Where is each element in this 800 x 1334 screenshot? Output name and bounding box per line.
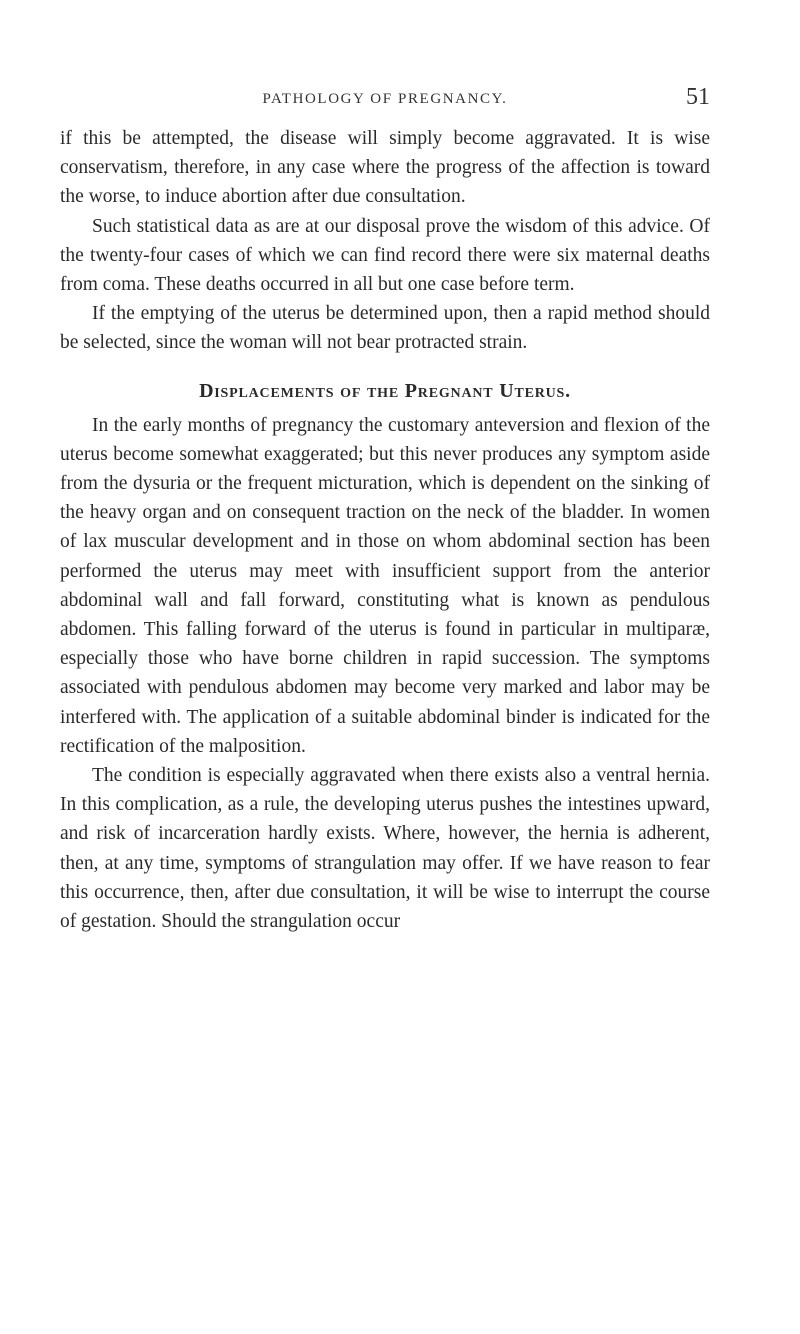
paragraph: The condition is especially aggravated when there exists also a ventral hernia. In this complication, as a rule, the developing uterus pushes the intestines upward, and risk of incarceration hardly exists. Where, however, the hernia is adherent, then, at any time, symptoms of strangulation may offer. If we have reason to fear this occurrence, then, after due consultation, it will be wise to interrupt the course of gestation. Should the strangulation occur [60, 765, 710, 933]
body-text [60, 124, 710, 936]
paragraph: In the early months of pregnancy the customary anteversion and flexion of the uterus become somewhat exaggerated; but this never produces any symptom aside from the dysuria or the frequent micturation, which is dependent on the sinking of the heavy organ and on consequent traction on the neck of the bladder. In women of lax muscular development and in those on whom abdominal section has been performed the uterus may meet with insufficient support from the anterior abdominal wall and fall forward, constituting what is known as pendulous abdomen. This falling forward of the uterus is found in particular in multiparæ, especially those who have borne children in rapid succession. The symptoms associated with pendulous abdomen may become very marked and labor may be interfered with. The application of a suitable abdominal binder is indicated for the rectification of the malposition. [60, 414, 710, 757]
page-number: 51 [686, 84, 710, 110]
running-head [60, 84, 710, 112]
paragraph: if this be attempted, the disease will simply become aggravated. It is wise conservatism, therefore, in any case where the progress of the affection is toward the worse, to induce abortion after due consultation. [60, 128, 710, 208]
paragraph: If the emptying of the uterus be determined upon, then a rapid method should be selected, since the woman will not bear protracted strain. [60, 303, 710, 354]
running-title: PATHOLOGY OF PREGNANCY. [262, 91, 508, 107]
paragraph: Such statistical data as are at our disposal prove the wisdom of this advice. Of the twenty-four cases of which we can find record there were six maternal deaths from coma. These deaths occurred in all but one case before term. [60, 215, 710, 296]
section-heading: Displacements of the Pregnant Uterus. [199, 379, 571, 402]
